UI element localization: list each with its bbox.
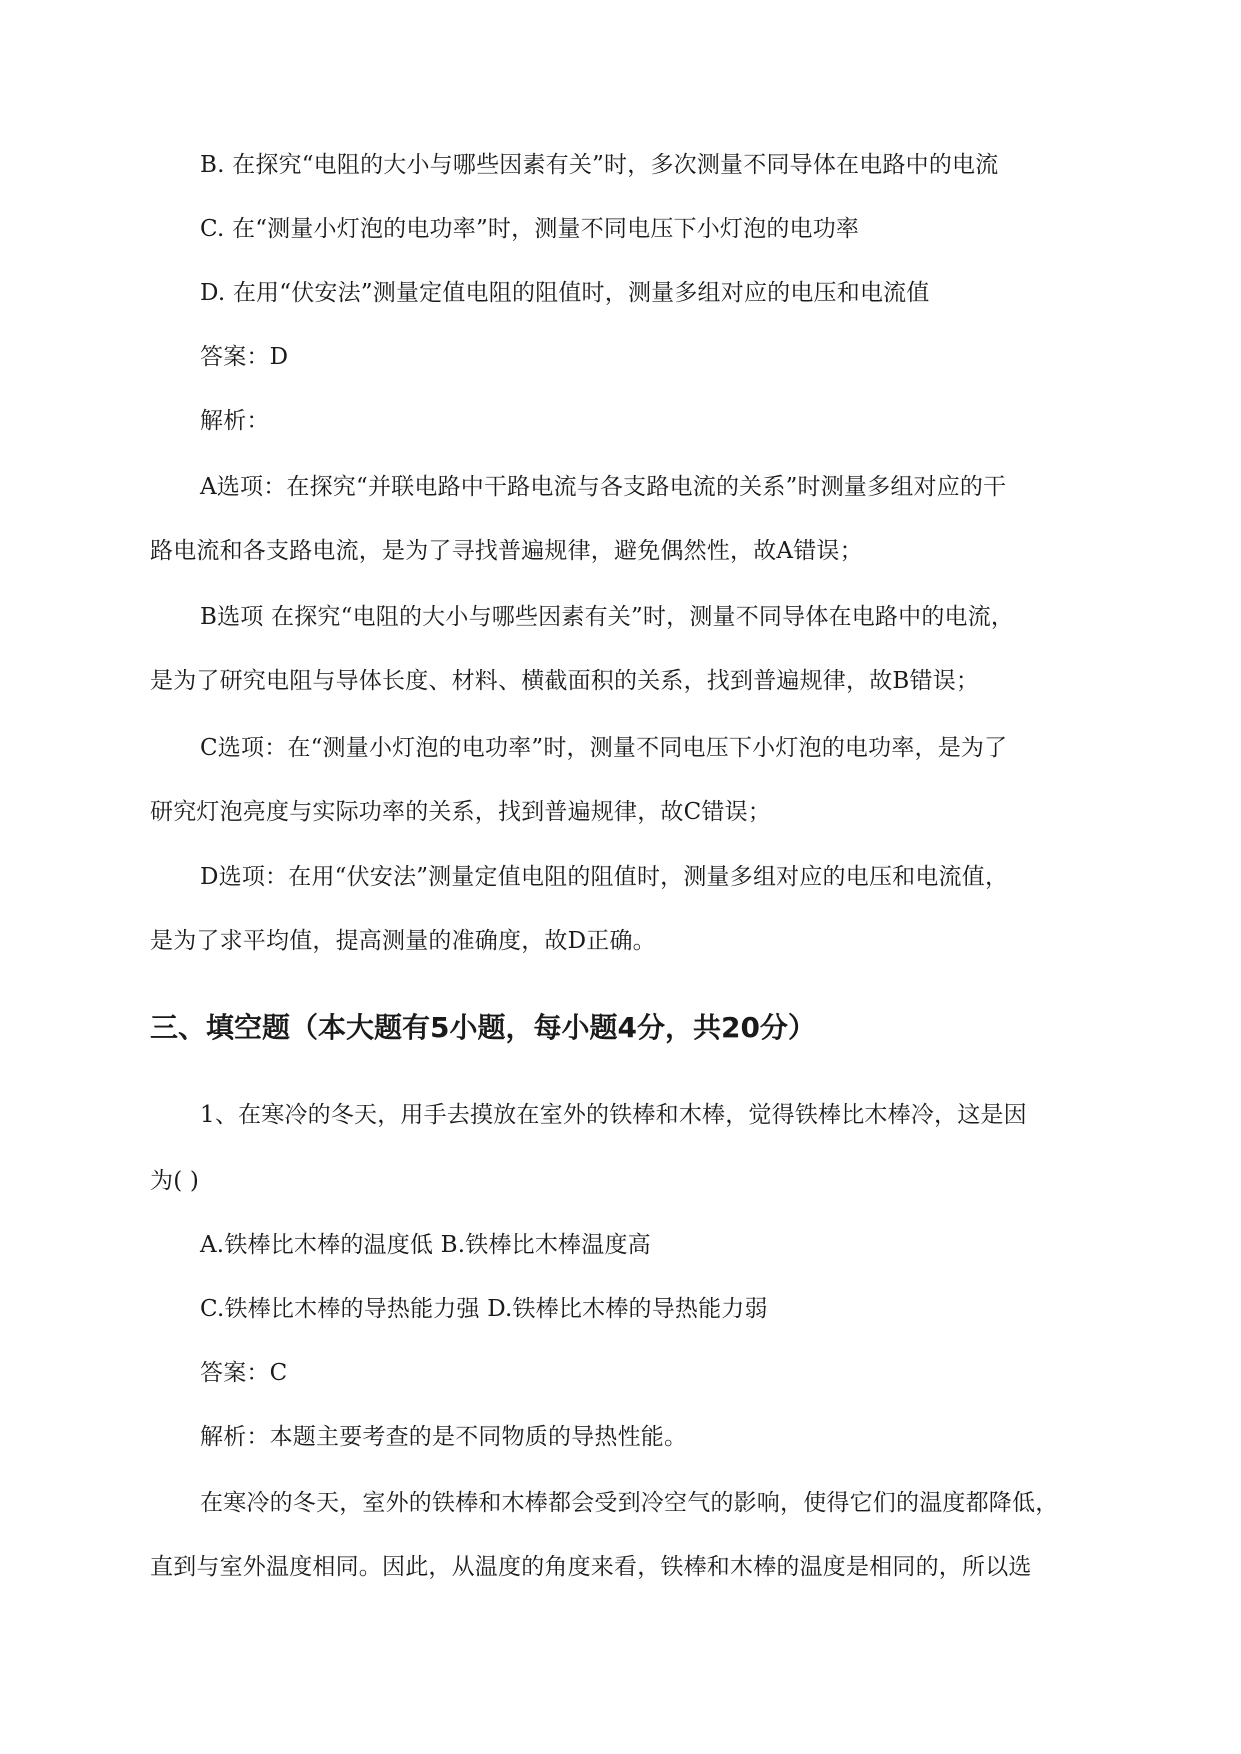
analysis-a-line-1: A选项：在探究“并联电路中干路电流与各支路电流的关系”时测量多组对应的干 xyxy=(200,474,1007,500)
question-1-options-ab: A.铁棒比木棒的温度低 B.铁棒比木棒温度高 xyxy=(200,1232,651,1258)
question-1-line-2: 为( ) xyxy=(150,1168,200,1194)
analysis-b-line-1: B选项 在探究“电阻的大小与哪些因素有关”时，测量不同导体在电路中的电流， xyxy=(200,604,1015,630)
answer-line: 答案：D xyxy=(200,344,289,370)
question-1-explanation-line-2: 直到与室外温度相同。因此，从温度的角度来看，铁棒和木棒的温度是相同的，所以选 xyxy=(150,1554,1032,1580)
analysis-d-line-1: D选项：在用“伏安法”测量定值电阻的阻值时，测量多组对应的电压和电流值， xyxy=(200,864,1009,890)
question-1-analysis: 解析：本题主要考查的是不同物质的导热性能。 xyxy=(200,1424,688,1450)
analysis-a-line-2: 路电流和各支路电流，是为了寻找普遍规律，避免偶然性，故A错误； xyxy=(150,538,863,564)
analysis-c-line-2: 研究灯泡亮度与实际功率的关系，找到普遍规律，故C错误； xyxy=(150,799,771,825)
option-d-line: D. 在用“伏安法”测量定值电阻的阻值时，测量多组对应的电压和电流值 xyxy=(200,280,930,306)
question-1-options-cd: C.铁棒比木棒的导热能力强 D.铁棒比木棒的导热能力弱 xyxy=(200,1296,768,1322)
question-1-answer: 答案：C xyxy=(200,1360,288,1386)
option-c-line: C. 在“测量小灯泡的电功率”时，测量不同电压下小灯泡的电功率 xyxy=(200,216,860,242)
analysis-c-line-1: C选项：在“测量小灯泡的电功率”时，测量不同电压下小灯泡的电功率，是为了 xyxy=(200,735,1008,761)
analysis-b-line-2: 是为了研究电阻与导体长度、材料、横截面积的关系，找到普遍规律，故B错误； xyxy=(150,668,980,694)
question-1-explanation-line-1: 在寒冷的冬天，室外的铁棒和木棒都会受到冷空气的影响，使得它们的温度都降低， xyxy=(200,1490,1059,1516)
analysis-label: 解析： xyxy=(200,408,270,434)
question-1-line-1: 1、在寒冷的冬天，用手去摸放在室外的铁棒和木棒，觉得铁棒比木棒冷，这是因 xyxy=(200,1102,1027,1128)
option-b-line: B. 在探究“电阻的大小与哪些因素有关”时，多次测量不同导体在电路中的电流 xyxy=(200,152,999,178)
section-heading: 三、填空题（本大题有5小题，每小题4分，共20分） xyxy=(150,1011,816,1044)
analysis-d-line-2: 是为了求平均值，提高测量的准确度，故D正确。 xyxy=(150,928,656,954)
